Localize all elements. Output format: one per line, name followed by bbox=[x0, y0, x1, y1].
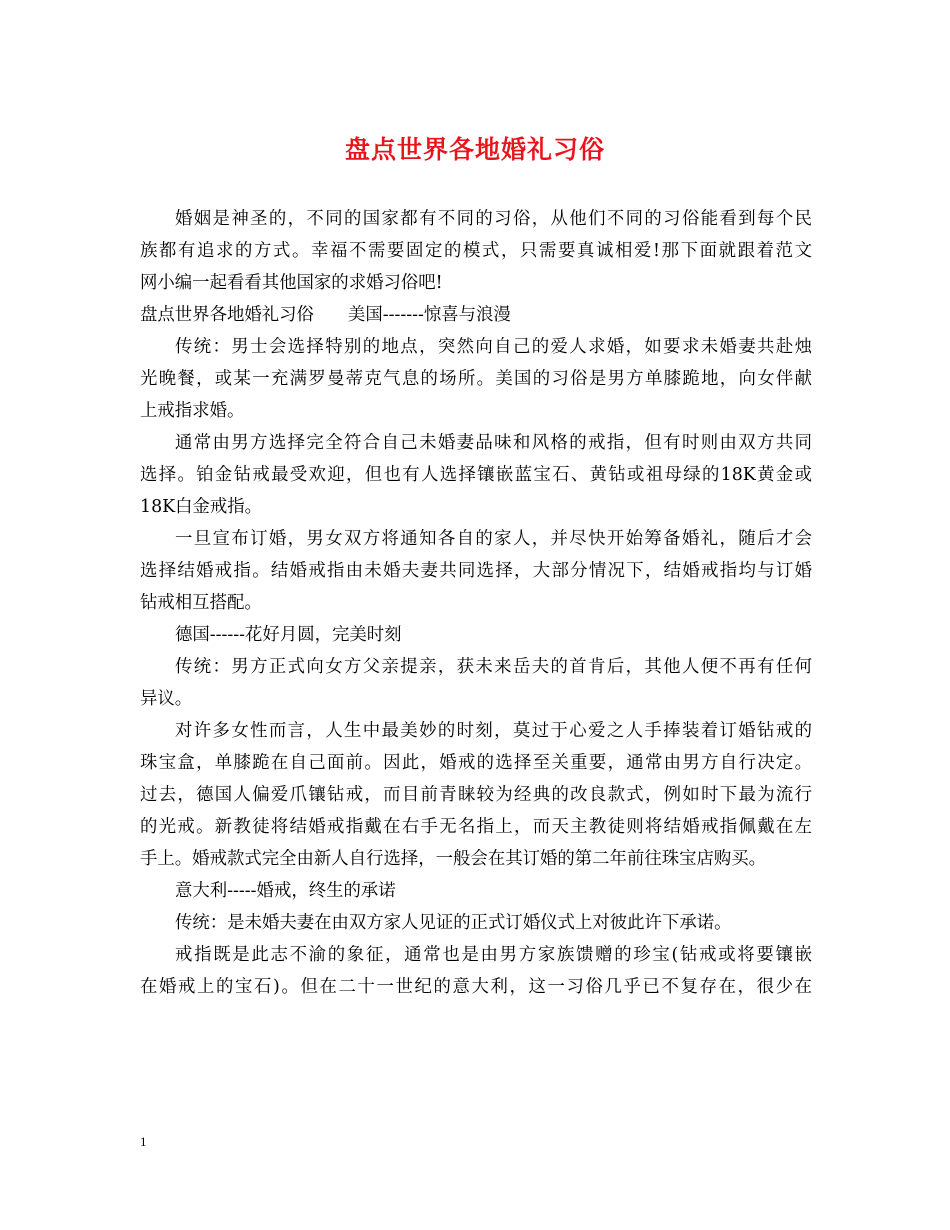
paragraph-line: 光晚餐，或某一充满罗曼蒂克气息的场所。美国的习俗是男方单膝跪地，向女伴献 bbox=[140, 369, 812, 389]
paragraph-line: 手上。婚戒款式完全由新人自行选择，一般会在其订婚的第二年前往珠宝店购买。 bbox=[140, 849, 767, 869]
paragraph-line: 族都有追求的方式。幸福不需要固定的模式，只需要真诚相爱!那下面就跟着范文 bbox=[140, 241, 812, 261]
paragraph-line: 钻戒相互搭配。 bbox=[140, 593, 262, 613]
paragraph-line: 上戒指求婚。 bbox=[140, 401, 245, 421]
paragraph-line: 传统：男士会选择特别的地点，突然向自己的爱人求婚，如要求未婚妻共赴烛 bbox=[175, 337, 812, 357]
section-heading-line bbox=[140, 299, 812, 331]
paragraph-line: 珠宝盒，单膝跪在自己面前。因此，婚戒的选择至关重要，通常由男方自行决定。 bbox=[140, 753, 812, 773]
section-heading-left: 盘点世界各地婚礼习俗 bbox=[140, 305, 314, 325]
paragraph-line: 一旦宣布订婚，男女双方将通知各自的家人，并尽快开始筹备婚礼，随后才会 bbox=[175, 529, 812, 549]
paragraph-line: 异议。 bbox=[140, 689, 193, 709]
paragraph-line: 网小编一起看看其他国家的求婚习俗吧! bbox=[140, 273, 443, 293]
document-title: 盘点世界各地婚礼习俗 bbox=[344, 135, 605, 164]
paragraph-line: 在婚戒上的宝石)。但在二十一世纪的意大利，这一习俗几乎已不复存在，很少在 bbox=[140, 977, 812, 997]
paragraph-line: 戒指既是此志不渝的象征，通常也是由男方家族馈赠的珍宝(钻戒或将要镶嵌 bbox=[175, 945, 812, 965]
paragraph-line: 18K白金戒指。 bbox=[140, 497, 263, 517]
paragraph-line: 选择结婚戒指。结婚戒指由未婚夫妻共同选择，大部分情况下，结婚戒指均与订婚 bbox=[140, 561, 812, 581]
paragraph-line: 传统：男方正式向女方父亲提亲，获未来岳夫的首肯后，其他人便不再有任何 bbox=[175, 657, 812, 677]
section-heading-italy: 意大利-----婚戒，终生的承诺 bbox=[175, 881, 396, 901]
document-body bbox=[140, 203, 812, 1003]
paragraph-line: 对许多女性而言，人生中最美妙的时刻，莫过于心爱之人手捧装着订婚钻戒的 bbox=[175, 721, 812, 741]
page-number: 1 bbox=[140, 1134, 147, 1149]
section-heading-usa: 美国-------惊喜与浪漫 bbox=[347, 305, 511, 325]
paragraph-line: 过去，德国人偏爱爪镶钻戒，而目前青睐较为经典的改良款式，例如时下最为流行 bbox=[140, 785, 812, 805]
paragraph-line: 通常由男方选择完全符合自己未婚妻品味和风格的戒指，但有时则由双方共同 bbox=[175, 433, 812, 453]
section-heading-germany: 德国------花好月圆，完美时刻 bbox=[175, 625, 402, 645]
paragraph-line: 传统：是未婚夫妻在由双方家人见证的正式订婚仪式上对彼此许下承诺。 bbox=[175, 913, 732, 933]
paragraph-line: 选择。铂金钻戒最受欢迎，但也有人选择镶嵌蓝宝石、黄钻或祖母绿的18K黄金或 bbox=[140, 465, 812, 485]
paragraph-line: 婚姻是神圣的，不同的国家都有不同的习俗，从他们不同的习俗能看到每个民 bbox=[175, 209, 812, 229]
paragraph-line: 的光戒。新教徒将结婚戒指戴在右手无名指上，而天主教徒则将结婚戒指佩戴在左 bbox=[140, 817, 812, 837]
